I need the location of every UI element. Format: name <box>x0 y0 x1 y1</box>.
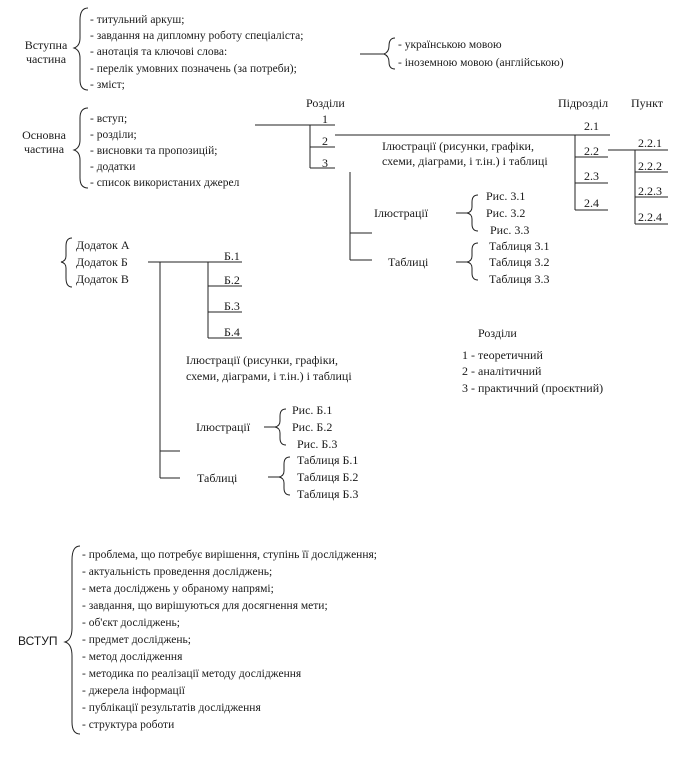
points-header: Пункт <box>631 96 664 110</box>
table-item: Таблиця Б.3 <box>297 487 359 501</box>
figb-brace <box>275 409 286 445</box>
main-brace <box>74 108 88 188</box>
appendix-b-item: Б.2 <box>224 273 240 287</box>
intro-item: - завдання на дипломну роботу спеціаліста; <box>90 30 304 42</box>
point-number: 2.2.4 <box>638 210 662 224</box>
illustrations-note: Ілюстрації (рисунки, графіки, схеми, діаграми, і т.ін.) і таблиці <box>382 139 548 168</box>
intro-item: - анотація та ключові слова: <box>90 46 228 58</box>
legend-title: Розділи <box>478 326 517 340</box>
intro-item: - зміст; <box>90 79 125 91</box>
section-number: 3 <box>322 156 328 170</box>
legend-item: 3 - практичний (проєктний) <box>462 381 604 395</box>
vstup-item: - методика по реалізації методу дослідження <box>82 668 302 680</box>
vstup-item: - джерела інформації <box>82 685 186 697</box>
vstup-item: - завдання, що вирішуються для досягнення мети; <box>82 600 328 612</box>
tabb-brace <box>279 457 290 495</box>
appendix-item: Додаток Б <box>76 255 128 269</box>
vstup-item: - структура роботи <box>82 719 175 731</box>
appendix-item: Додаток В <box>76 272 129 286</box>
intro-item: - перелік умовних позначень (за потреби); <box>90 63 297 75</box>
main-item: - додатки <box>90 161 136 173</box>
subsection-number: 2.4 <box>584 196 599 210</box>
figure-item: Рис. Б.2 <box>292 420 333 434</box>
intro-brace <box>74 8 88 90</box>
main-label: Основна частина <box>22 128 66 156</box>
fig3-brace <box>467 195 478 231</box>
subsections-header: Підрозділ <box>558 96 609 110</box>
table-item: Таблиця 3.2 <box>489 255 550 269</box>
intro-label: Вступна частина <box>24 38 68 66</box>
tab3-brace <box>467 243 478 280</box>
subsection-number: 2.2 <box>584 144 599 158</box>
language-item: - іноземною мовою (англійською) <box>398 57 564 69</box>
legend-item: 1 - теоретичний <box>462 348 543 362</box>
appendix-illustrations-note: Ілюстрації (рисунки, графіки, схеми, діаграми, і т.ін.) і таблиці <box>186 353 352 383</box>
table-item: Таблиця Б.1 <box>297 453 359 467</box>
figure-item: Рис. 3.1 <box>486 189 526 203</box>
section-number: 1 <box>322 112 328 126</box>
figure-item: Рис. 3.3 <box>490 223 530 237</box>
intro-item: - титульний аркуш; <box>90 14 185 26</box>
tables-label: Таблиці <box>388 255 429 269</box>
language-item: - українською мовою <box>398 39 502 51</box>
main-item: - розділи; <box>90 129 137 141</box>
table-item: Таблиця Б.2 <box>297 470 359 484</box>
vstup-item: - актуальність проведення досліджень; <box>82 566 273 578</box>
table-item: Таблиця 3.3 <box>489 272 550 286</box>
vstup-item: - предмет досліджень; <box>82 634 191 646</box>
appendix-illustrations-label: Ілюстрації <box>196 420 251 434</box>
appendix-item: Додаток А <box>76 238 130 252</box>
point-number: 2.2.3 <box>638 184 662 198</box>
vstup-item: - об'єкт досліджень; <box>82 617 180 629</box>
appendix-brace <box>61 238 72 287</box>
point-number: 2.2.2 <box>638 159 662 173</box>
legend-item: 2 - аналітичний <box>462 364 542 378</box>
appendix-tables-label: Таблиці <box>197 471 238 485</box>
sections-header: Розділи <box>306 96 345 110</box>
appendix-b-item: Б.3 <box>224 299 240 313</box>
main-item: - висновки та пропозицій; <box>90 145 218 157</box>
point-number: 2.2.1 <box>638 136 662 150</box>
appendix-b-item: Б.4 <box>224 325 240 339</box>
subsection-number: 2.1 <box>584 119 599 133</box>
illustrations-label: Ілюстрації <box>374 206 429 220</box>
figure-item: Рис. 3.2 <box>486 206 526 220</box>
language-brace <box>384 38 395 69</box>
vstup-item: - метод дослідження <box>82 651 183 663</box>
vstup-item: - публікації результатів дослідження <box>82 702 261 714</box>
main-item: - вступ; <box>90 113 128 125</box>
section-number: 2 <box>322 134 328 148</box>
appendix-b-item: Б.1 <box>224 249 240 263</box>
vstup-item: - проблема, що потребує вирішення, ступінь її дослідження; <box>82 549 377 561</box>
vstup-brace <box>65 546 80 734</box>
figure-item: Рис. Б.3 <box>297 437 338 451</box>
subsection-number: 2.3 <box>584 169 599 183</box>
vstup-label: ВСТУП <box>18 634 58 648</box>
main-item: - список використаних джерел <box>90 177 240 189</box>
vstup-item: - мета досліджень у обраному напрямі; <box>82 583 274 595</box>
table-item: Таблиця 3.1 <box>489 239 550 253</box>
figure-item: Рис. Б.1 <box>292 403 333 417</box>
